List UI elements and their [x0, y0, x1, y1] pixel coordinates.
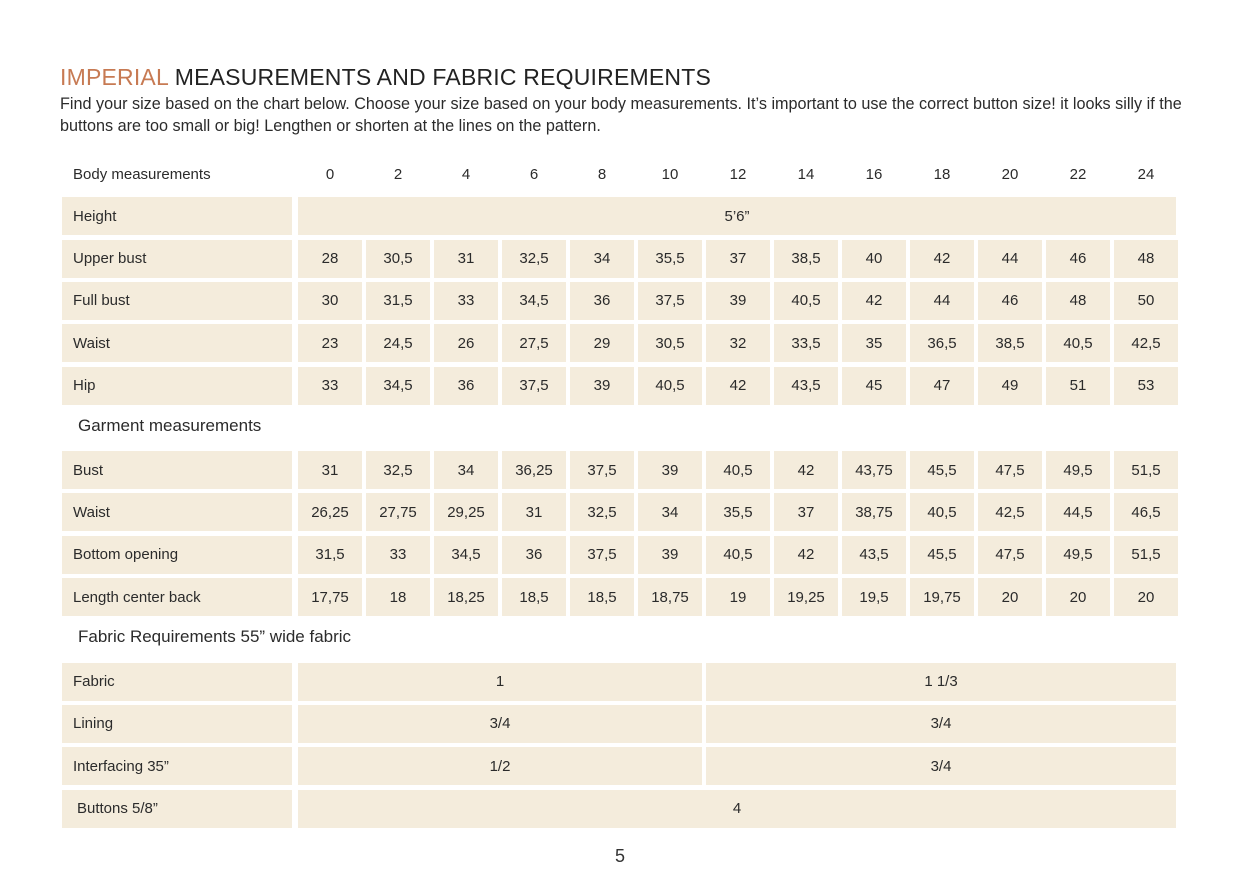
value-cell: 33,5 — [774, 324, 838, 362]
row-label: Waist — [62, 493, 292, 531]
value-cell: 31 — [298, 451, 362, 489]
buttons-row — [62, 790, 1178, 828]
value-cell: 49 — [978, 367, 1042, 405]
body-row — [62, 240, 1178, 278]
value-cell: 18,25 — [434, 578, 498, 616]
value-cell: 19,75 — [910, 578, 974, 616]
garment-measurements-heading: Garment measurements — [78, 415, 262, 435]
value-cell: 50 — [1114, 282, 1178, 320]
value-cell: 32 — [706, 324, 770, 362]
value-cell: 40,5 — [638, 367, 702, 405]
value-cell: 38,75 — [842, 493, 906, 531]
fabric-small-sizes: 1 — [298, 663, 702, 701]
row-label: Full bust — [62, 282, 292, 320]
value-cell: 30 — [298, 282, 362, 320]
value-cell: 40 — [842, 240, 906, 278]
value-cell: 32,5 — [570, 493, 634, 531]
value-cell: 48 — [1114, 240, 1178, 278]
body-measurements-heading: Body measurements — [73, 165, 211, 183]
value-cell: 37 — [706, 240, 770, 278]
garment-row — [62, 578, 1178, 616]
fabric-large-sizes: 1 1/3 — [706, 663, 1176, 701]
value-cell: 32,5 — [502, 240, 566, 278]
value-cell: 46 — [1046, 240, 1110, 278]
value-cell: 34,5 — [366, 367, 430, 405]
value-cell: 44 — [910, 282, 974, 320]
value-cell: 40,5 — [910, 493, 974, 531]
value-cell: 33 — [366, 536, 430, 574]
buttons-value: 4 — [298, 790, 1176, 828]
value-cell: 36 — [570, 282, 634, 320]
title-rest: MEASUREMENTS AND FABRIC REQUIREMENTS — [174, 64, 711, 90]
fabric-requirements-heading: Fabric Requirements 55” wide fabric — [78, 627, 352, 647]
value-cell: 17,75 — [298, 578, 362, 616]
value-cell: 38,5 — [978, 324, 1042, 362]
value-cell: 51,5 — [1114, 536, 1178, 574]
value-cell: 31 — [434, 240, 498, 278]
value-cell: 19,5 — [842, 578, 906, 616]
value-cell: 39 — [638, 536, 702, 574]
value-cell: 37 — [774, 493, 838, 531]
value-cell: 51,5 — [1114, 451, 1178, 489]
row-label: Waist — [62, 324, 292, 362]
value-cell: 34,5 — [434, 536, 498, 574]
value-cell: 18,5 — [570, 578, 634, 616]
row-label: Height — [62, 197, 292, 235]
value-cell: 34 — [570, 240, 634, 278]
value-cell: 45 — [842, 367, 906, 405]
value-cell: 37,5 — [638, 282, 702, 320]
size-header: 10 — [661, 165, 679, 183]
value-cell: 38,5 — [774, 240, 838, 278]
value-cell: 42,5 — [1114, 324, 1178, 362]
fabric-large-sizes: 3/4 — [706, 747, 1176, 785]
value-cell: 46 — [978, 282, 1042, 320]
value-cell: 37,5 — [502, 367, 566, 405]
value-cell: 28 — [298, 240, 362, 278]
value-cell: 34 — [434, 451, 498, 489]
value-cell: 40,5 — [1046, 324, 1110, 362]
fabric-small-sizes: 3/4 — [298, 705, 702, 743]
value-cell: 45,5 — [910, 451, 974, 489]
value-cell: 24,5 — [366, 324, 430, 362]
height-value: 5’6” — [298, 197, 1176, 235]
value-cell: 23 — [298, 324, 362, 362]
row-label: Fabric — [62, 663, 292, 701]
value-cell: 48 — [1046, 282, 1110, 320]
value-cell: 51 — [1046, 367, 1110, 405]
row-label: Buttons 5/8” — [62, 790, 292, 828]
value-cell: 49,5 — [1046, 451, 1110, 489]
body-row — [62, 282, 1178, 320]
row-label: Bottom opening — [62, 536, 292, 574]
value-cell: 29,25 — [434, 493, 498, 531]
value-cell: 42 — [910, 240, 974, 278]
value-cell: 29 — [570, 324, 634, 362]
size-header: 14 — [797, 165, 815, 183]
value-cell: 36 — [434, 367, 498, 405]
body-row — [62, 324, 1178, 362]
size-header: 12 — [729, 165, 747, 183]
value-cell: 43,5 — [842, 536, 906, 574]
fabric-row — [62, 705, 1178, 743]
value-cell: 31 — [502, 493, 566, 531]
value-cell: 34,5 — [502, 282, 566, 320]
value-cell: 36,5 — [910, 324, 974, 362]
value-cell: 42 — [706, 367, 770, 405]
value-cell: 31,5 — [366, 282, 430, 320]
value-cell: 40,5 — [706, 451, 770, 489]
value-cell: 44,5 — [1046, 493, 1110, 531]
size-header: 20 — [1001, 165, 1019, 183]
size-header: 2 — [393, 165, 403, 183]
fabric-small-sizes: 1/2 — [298, 747, 702, 785]
value-cell: 33 — [434, 282, 498, 320]
value-cell: 43,5 — [774, 367, 838, 405]
size-header: 18 — [933, 165, 951, 183]
body-row — [62, 367, 1178, 405]
row-label: Bust — [62, 451, 292, 489]
size-header: 0 — [325, 165, 335, 183]
garment-row — [62, 493, 1178, 531]
fabric-row — [62, 747, 1178, 785]
value-cell: 20 — [1114, 578, 1178, 616]
value-cell: 26,25 — [298, 493, 362, 531]
height-row — [62, 197, 1178, 235]
value-cell: 37,5 — [570, 451, 634, 489]
value-cell: 47 — [910, 367, 974, 405]
value-cell: 30,5 — [366, 240, 430, 278]
value-cell: 19 — [706, 578, 770, 616]
garment-row — [62, 536, 1178, 574]
value-cell: 26 — [434, 324, 498, 362]
value-cell: 33 — [298, 367, 362, 405]
value-cell: 46,5 — [1114, 493, 1178, 531]
row-label: Length center back — [62, 578, 292, 616]
fabric-row — [62, 663, 1178, 701]
size-header: 4 — [461, 165, 471, 183]
value-cell: 37,5 — [570, 536, 634, 574]
value-cell: 42,5 — [978, 493, 1042, 531]
value-cell: 20 — [1046, 578, 1110, 616]
row-label: Interfacing 35” — [62, 747, 292, 785]
page-number: 5 — [614, 846, 625, 866]
value-cell: 39 — [706, 282, 770, 320]
value-cell: 44 — [978, 240, 1042, 278]
fabric-large-sizes: 3/4 — [706, 705, 1176, 743]
value-cell: 39 — [570, 367, 634, 405]
value-cell: 42 — [774, 451, 838, 489]
value-cell: 36,25 — [502, 451, 566, 489]
value-cell: 18 — [366, 578, 430, 616]
title-accent: IMPERIAL — [60, 64, 169, 90]
value-cell: 47,5 — [978, 536, 1042, 574]
row-label: Hip — [62, 367, 292, 405]
page-title — [60, 64, 711, 91]
row-label: Lining — [62, 705, 292, 743]
value-cell: 18,5 — [502, 578, 566, 616]
value-cell: 20 — [978, 578, 1042, 616]
value-cell: 43,75 — [842, 451, 906, 489]
value-cell: 42 — [842, 282, 906, 320]
size-header-row — [62, 155, 1178, 193]
size-header: 6 — [529, 165, 539, 183]
value-cell: 32,5 — [366, 451, 430, 489]
value-cell: 40,5 — [706, 536, 770, 574]
value-cell: 42 — [774, 536, 838, 574]
value-cell: 35 — [842, 324, 906, 362]
size-header: 16 — [865, 165, 883, 183]
value-cell: 36 — [502, 536, 566, 574]
value-cell: 19,25 — [774, 578, 838, 616]
value-cell: 53 — [1114, 367, 1178, 405]
garment-row — [62, 451, 1178, 489]
value-cell: 49,5 — [1046, 536, 1110, 574]
value-cell: 39 — [638, 451, 702, 489]
value-cell: 30,5 — [638, 324, 702, 362]
value-cell: 27,75 — [366, 493, 430, 531]
row-label: Upper bust — [62, 240, 292, 278]
value-cell: 45,5 — [910, 536, 974, 574]
value-cell: 47,5 — [978, 451, 1042, 489]
value-cell: 35,5 — [638, 240, 702, 278]
value-cell: 18,75 — [638, 578, 702, 616]
intro-text: Find your size based on the chart below. Choose your size based on your body measurements. It’s important to use the correct button size! it looks silly if the buttons are too small or big! Lengthen or shorten at the lines on the pattern. — [60, 95, 1182, 135]
value-cell: 34 — [638, 493, 702, 531]
value-cell: 35,5 — [706, 493, 770, 531]
size-header: 22 — [1069, 165, 1087, 183]
value-cell: 31,5 — [298, 536, 362, 574]
size-header: 24 — [1137, 165, 1155, 183]
value-cell: 27,5 — [502, 324, 566, 362]
size-header: 8 — [597, 165, 607, 183]
value-cell: 40,5 — [774, 282, 838, 320]
